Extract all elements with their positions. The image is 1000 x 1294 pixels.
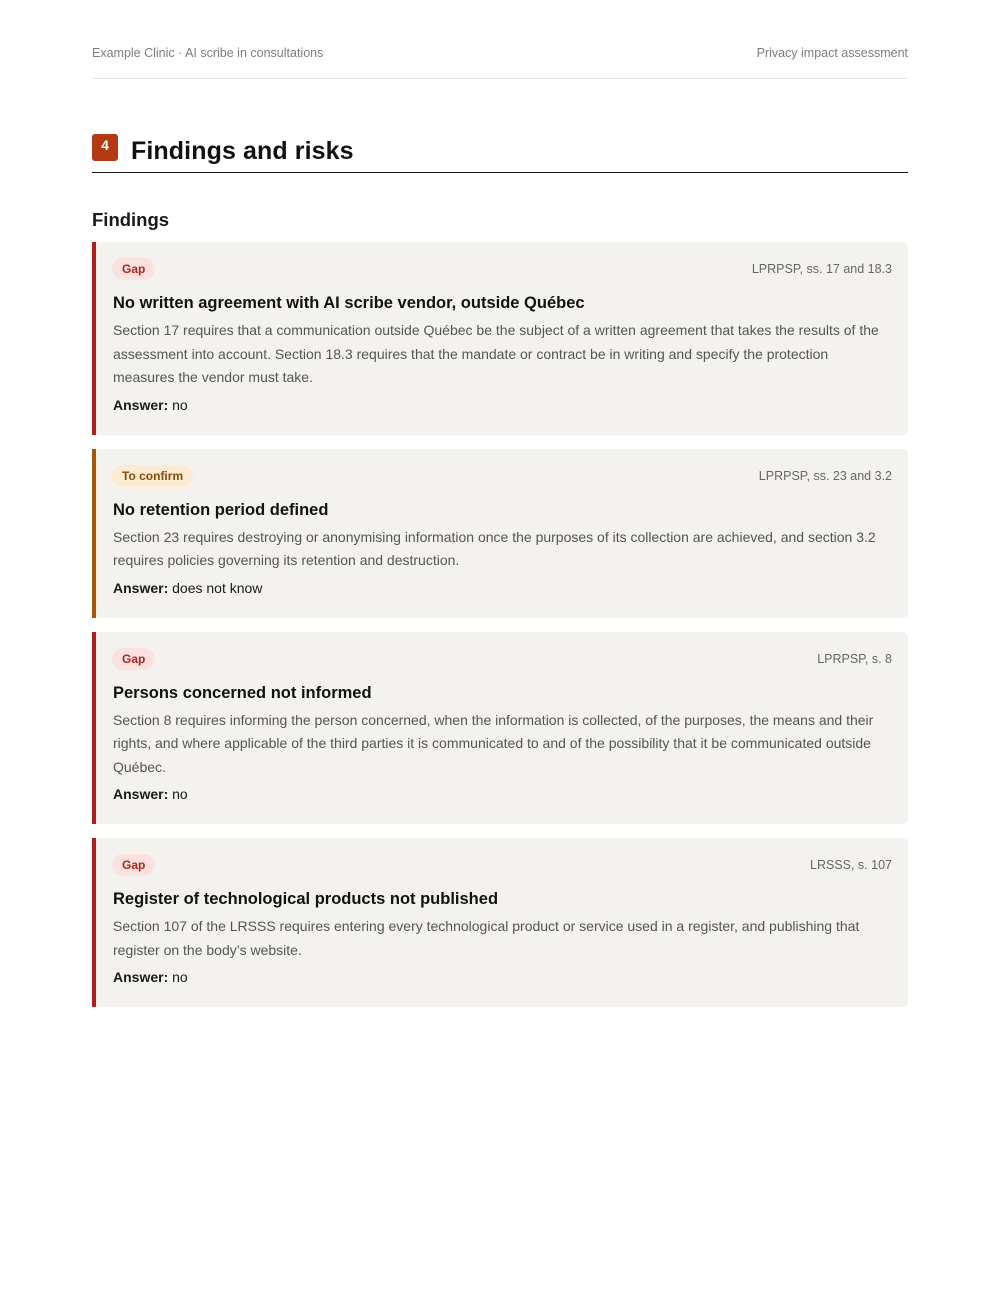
answer-label: Answer:: [113, 396, 169, 413]
finding-title: No retention period defined: [113, 500, 329, 519]
answer-value: no: [172, 786, 188, 802]
status-badge: Gap: [112, 258, 155, 280]
finding-card: [92, 449, 908, 618]
finding-title: Register of technological products not published: [113, 890, 499, 908]
subsection-title: Findings: [92, 209, 170, 230]
legal-reference: LPRPSP, s. 8: [817, 651, 892, 666]
answer-label: Answer:: [113, 786, 169, 802]
status-badge: Gap: [112, 648, 155, 670]
finding-card: [92, 838, 908, 1007]
running-header-document-type: Privacy impact assessment: [756, 46, 908, 60]
findings-list: [92, 242, 908, 1021]
answer-value: no: [172, 969, 188, 985]
finding-description: Section 17 requires that a communication outside Québec be the subject of a written agreement that takes the results of the assessment into account. Section 18.3 requires that the mandate or contract be in writing and specify the protection measures the vendor must take.: [113, 322, 879, 385]
legal-reference: LPRPSP, ss. 23 and 3.2: [758, 468, 892, 483]
finding-answer: [113, 580, 892, 596]
finding-answer: [113, 969, 892, 985]
running-header-document-name: Example Clinic · AI scribe in consultations: [92, 46, 324, 60]
answer-label: Answer:: [113, 579, 169, 596]
answer-label: Answer:: [113, 969, 169, 985]
answer-value: does not know: [172, 579, 263, 596]
answer-value: no: [172, 396, 188, 413]
legal-reference: LPRPSP, ss. 17 and 18.3: [751, 262, 892, 276]
finding-card: [92, 632, 908, 825]
finding-title: No written agreement with AI scribe vendor, outside Québec: [113, 294, 585, 312]
finding-description: Section 8 requires informing the person concerned, when the information is collected, of the purposes, the means and their rights, and where applicable of the third parties it is communicated to and of the possibility that it be communicated outside Québec.: [113, 711, 874, 775]
finding-description: Section 107 of the LRSSS requires entering every technological product or service used in a register, and publishing that register on the body’s website.: [113, 918, 860, 958]
finding-card: [92, 242, 908, 435]
header-divider: [92, 78, 908, 79]
status-badge: To confirm: [112, 465, 193, 487]
running-header: [92, 46, 908, 60]
section-title: Findings and risks: [131, 137, 354, 165]
section-heading: [92, 134, 908, 173]
finding-description: Section 23 requires destroying or anonymising information once the purposes of its collection are achieved, and section 3.2 requires policies governing its retention and destruction.: [113, 528, 876, 568]
status-badge: Gap: [112, 854, 155, 876]
finding-title: Persons concerned not informed: [113, 683, 372, 702]
legal-reference: LRSSS, s. 107: [810, 858, 892, 872]
section-number-badge: 4: [92, 134, 118, 161]
finding-answer: [113, 786, 892, 802]
finding-answer: [113, 397, 892, 413]
